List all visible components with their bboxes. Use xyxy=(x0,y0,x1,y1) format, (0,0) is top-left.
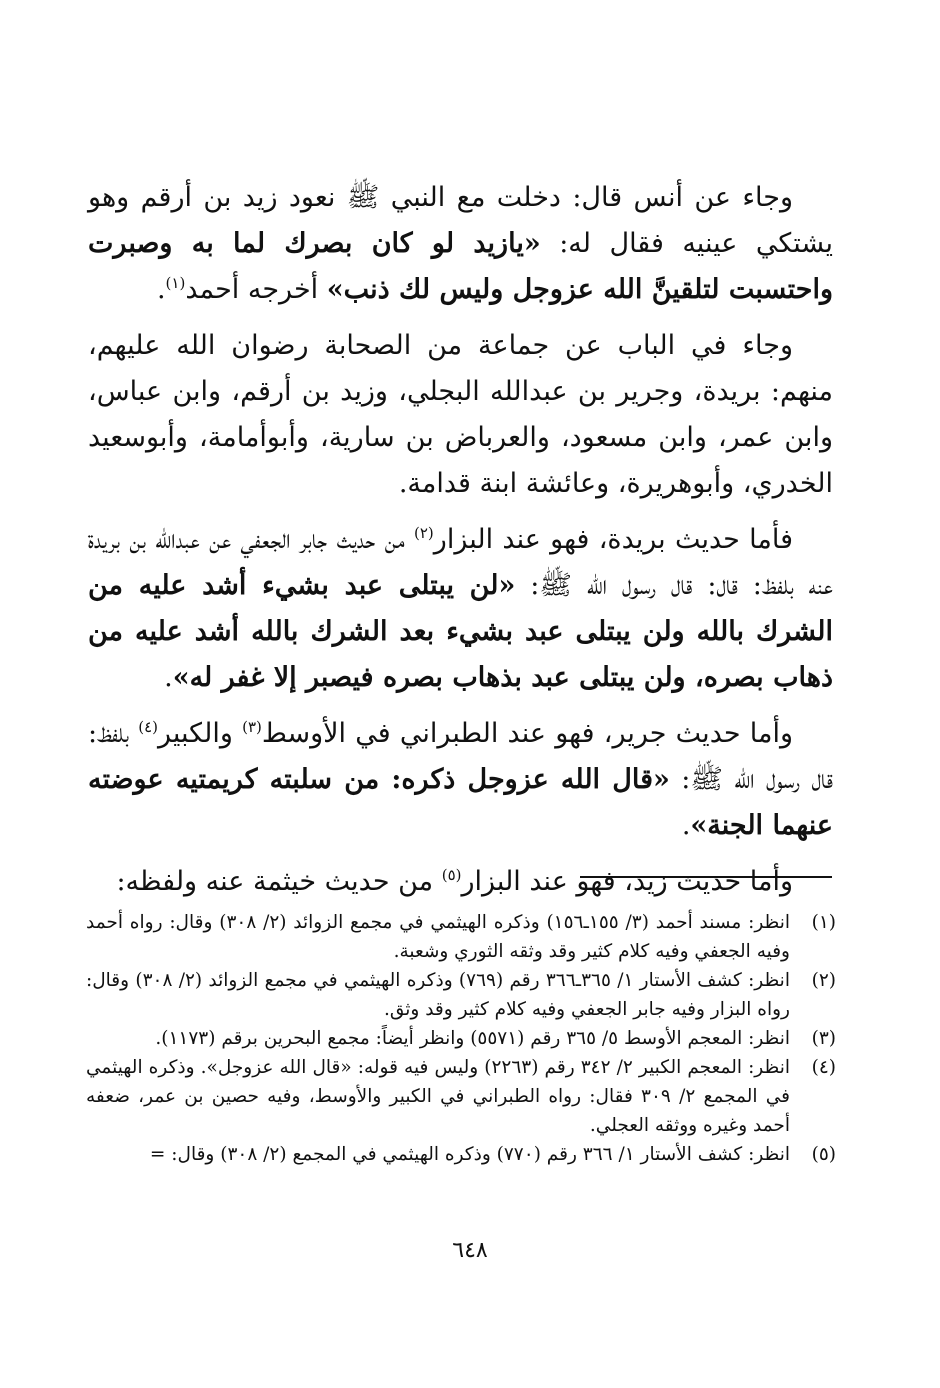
bold-quote: «قال الله عزوجل ذكره: من سلبته كريمتيه عوضته عنهما الجنة» xyxy=(88,764,833,841)
bold-quote: «لن يبتلى عبد بشيء أشد عليه من الشرك بالله ولن يبتلى عبد بشيء بعد الشرك بالله أشد عليه من ذهاب بصره، ولن يبتلى عبد بذهاب بصره فيصبر إلا غفر له» xyxy=(88,570,833,693)
footnote-number: (٢) xyxy=(811,970,836,991)
footnote xyxy=(86,1053,836,1140)
footnote-separator xyxy=(580,876,832,878)
footnote-ref: (٤) xyxy=(138,718,158,736)
footnote-text: انظر: المعجم الكبير ٢/ ٣٤٢ رقم (٢٢٦٣) وليس فيه قوله: «قال الله عزوجل». وذكره الهيثمي في المجمع ٢/ ٣٠٩ فقال: رواه الطبراني في الكبير والأوسط، وفيه حصين بن عمر، ضعفه أحمد وغيره ووثقه العجلي. xyxy=(86,1057,790,1136)
page-number: ٦٤٨ xyxy=(452,1238,488,1263)
paragraph xyxy=(88,711,833,849)
text-segment: وجاء في الباب عن جماعة من الصحابة رضوان الله عليهم، منهم: بريدة، وجرير بن عبدالله البجلي، وزيد بن أرقم، وابن عباس، وابن عمر، وابن مسعود، والعرباض بن سارية، وأبوأمامة، وأبوسعيد الخدري، وأبوهريرة، وعائشة ابنة قدامة. xyxy=(88,330,833,499)
text-segment: فأما حديث بريدة، فهو عند البزار xyxy=(433,524,793,555)
text-segment: أخرجه أحمد xyxy=(185,274,327,305)
text-segment: وأما حديث جرير، فهو عند الطبراني في الأوسط xyxy=(261,718,794,749)
footnote-number: (٣) xyxy=(811,1028,836,1049)
footnote-ref: (٣) xyxy=(242,718,262,736)
footnote-ref: (٢) xyxy=(414,524,434,542)
footnote xyxy=(86,1024,836,1053)
text-segment: من حديث جابر الجعفي عن عبدالله بن بريدة عنه بلفظ: قال: قال رسول الله ﷺ: xyxy=(88,524,833,601)
footnote xyxy=(86,908,836,966)
text-segment: وجاء عن أنس قال: دخلت مع النبي ﷺ نعود زيد بن أرقم وهو يشتكي عينيه فقال له: xyxy=(88,182,833,259)
footnote-ref: (١) xyxy=(165,274,186,292)
main-text xyxy=(88,175,833,915)
text-segment: بلفظ: قال رسول الله ﷺ: xyxy=(88,718,833,795)
paragraph xyxy=(88,517,833,701)
footnote-number: (١) xyxy=(811,912,836,933)
footnote-text: انظر: المعجم الأوسط ٥/ ٣٦٥ رقم (٥٥٧١) وانظر أيضاً: مجمع البحرين برقم (١١٧٣). xyxy=(155,1028,790,1049)
text-segment: . xyxy=(681,810,691,841)
text-segment: وأما حديث زيد، فهو عند البزار xyxy=(461,866,793,897)
footnote xyxy=(86,1140,836,1169)
footnote xyxy=(86,966,836,1024)
text-segment: والكبير xyxy=(157,718,243,749)
footnote-ref: (٥) xyxy=(441,866,462,884)
footnotes-section xyxy=(86,908,836,1169)
text-segment: . xyxy=(164,662,173,693)
paragraph xyxy=(88,323,833,507)
paragraph xyxy=(88,175,833,313)
footnote-number: (٥) xyxy=(811,1144,836,1165)
footnote-text: انظر: كشف الأستار ١/ ٣٦٦ رقم (٧٧٠) وذكره الهيثمي في المجمع (٢/ ٣٠٨) وقال: = xyxy=(149,1144,790,1165)
text-segment: من حديث خيثمة عنه ولفظه: xyxy=(116,866,442,897)
footnote-number: (٤) xyxy=(811,1057,836,1078)
footnote-text: انظر: مسند أحمد (٣/ ١٥٥ـ١٥٦) وذكره الهيثمي في مجمع الزوائد (٢/ ٣٠٨) وقال: رواه أحمد وفيه الجعفي وفيه كلام كثير وقد وثقه الثوري وشعبة. xyxy=(86,912,790,962)
text-segment: . xyxy=(156,274,166,305)
bold-quote: «يازيد لو كان بصرك لما به وصبرت واحتسبت لتلقينَّ الله عزوجل وليس لك ذنب» xyxy=(88,228,833,305)
footnote-text: انظر: كشف الأستار ١/ ٣٦٥ـ٣٦٦ رقم (٧٦٩) وذكره الهيثمي في مجمع الزوائد (٢/ ٣٠٨) وقال: رواه البزار وفيه جابر الجعفي وفيه كلام كثير وقد وثق. xyxy=(86,970,790,1020)
paragraph xyxy=(88,859,833,905)
